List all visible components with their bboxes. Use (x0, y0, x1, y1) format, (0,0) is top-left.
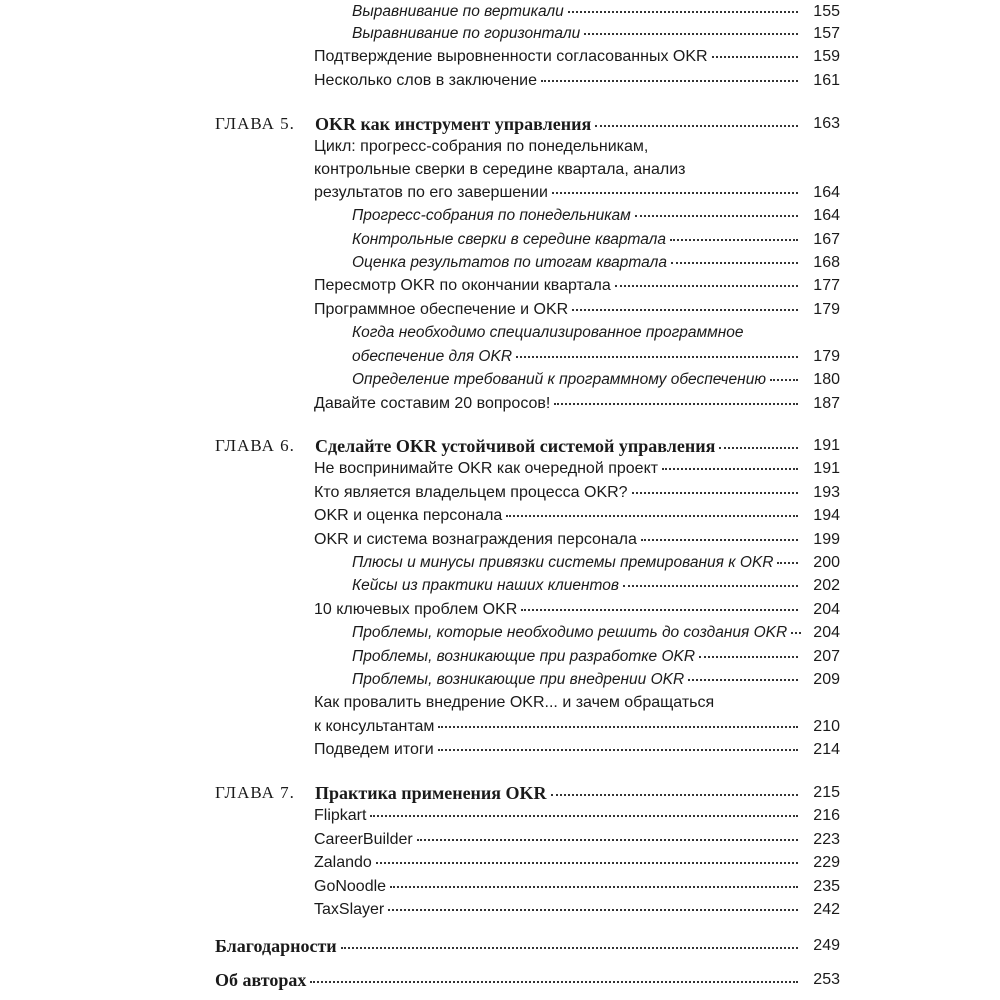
entry-title-line: Когда необходимо специализированное программное (352, 324, 744, 341)
toc-entry (0, 0, 1000, 24)
dot-leader (516, 355, 798, 358)
dot-leader (552, 191, 798, 194)
page-number: 204 (813, 601, 840, 618)
toc-entry (0, 851, 1000, 875)
page-number: 159 (813, 48, 840, 65)
dot-leader (541, 79, 798, 82)
entry-title: Проблемы, возникающие при внедрении OKR (352, 671, 685, 688)
toc-entry (0, 898, 1000, 922)
entry-title: Плюсы и минусы привязки системы премирования к OKR (352, 554, 774, 571)
entry-title: результатов по его завершении (314, 184, 548, 201)
toc-entry (0, 668, 1000, 692)
page-number: 223 (813, 831, 840, 848)
entry-title: Несколько слов в заключение (314, 72, 537, 89)
dot-leader (699, 655, 798, 658)
dot-leader (635, 214, 798, 217)
page-number: 249 (813, 937, 840, 954)
chapter-heading (0, 112, 1000, 136)
page-number: 210 (813, 718, 840, 735)
entry-title-line: контрольные сверки в середине квартала, анализ (314, 161, 686, 178)
page-number: 164 (813, 184, 840, 201)
entry-title: OKR и система вознаграждения персонала (314, 531, 637, 548)
toc-entry (0, 645, 1000, 669)
page-number: 161 (813, 72, 840, 89)
dot-leader (641, 538, 798, 541)
toc-entry (0, 828, 1000, 852)
chapter-heading (0, 434, 1000, 458)
page-number: 209 (813, 671, 840, 688)
dot-leader (670, 238, 798, 241)
entry-title: Кейсы из практики наших клиентов (352, 577, 619, 594)
dot-leader (568, 10, 798, 13)
chapter-title: OKR как инструмент управления (315, 114, 592, 134)
toc-entry (0, 551, 1000, 575)
page-number: 199 (813, 531, 840, 548)
dot-leader (310, 980, 798, 983)
entry-title: Не воспринимайте OKR как очередной проект (314, 460, 659, 477)
page-number: 187 (813, 395, 840, 412)
page-number: 179 (813, 348, 840, 365)
chapter-heading (0, 781, 1000, 805)
entry-title: Проблемы, возникающие при разработке OKR (352, 648, 696, 665)
page-number: 191 (813, 460, 840, 477)
toc-entry (0, 504, 1000, 528)
dot-leader (521, 608, 798, 611)
entry-title: CareerBuilder (314, 831, 413, 848)
toc-back-matter-entry (0, 968, 1000, 992)
page-number: 253 (813, 971, 840, 988)
dot-leader (770, 378, 798, 381)
toc-entry (0, 181, 1000, 205)
toc-entry (0, 204, 1000, 228)
page-number: 216 (813, 807, 840, 824)
entry-title: Подтверждение выровненности согласованных OKR (314, 48, 708, 65)
page-number: 194 (813, 507, 840, 524)
page-number: 167 (813, 231, 840, 248)
entry-title: Zalando (314, 854, 372, 871)
entry-title: обеспечение для OKR (352, 348, 513, 365)
toc-entry (0, 528, 1000, 552)
dot-leader (376, 861, 798, 864)
page-number: 155 (813, 3, 840, 20)
toc-entry (0, 481, 1000, 505)
dot-leader (712, 55, 798, 58)
dot-leader (554, 402, 798, 405)
back-matter-title: Об авторах (215, 970, 307, 990)
entry-title: TaxSlayer (314, 901, 385, 918)
page-number: 180 (813, 371, 840, 388)
entry-title: Кто является владельцем процесса OKR? (314, 484, 628, 501)
dot-leader (719, 446, 798, 449)
dot-leader (438, 725, 798, 728)
page-number: 229 (813, 854, 840, 871)
page-number: 214 (813, 741, 840, 758)
toc-entry (0, 228, 1000, 252)
toc-entry (0, 875, 1000, 899)
dot-leader (791, 631, 801, 634)
entry-title: Flipkart (314, 807, 367, 824)
entry-title: Прогресс-собрания по понедельникам (352, 207, 631, 224)
page-number: 164 (813, 207, 840, 224)
page-number: 157 (813, 25, 840, 42)
dot-leader (595, 124, 798, 127)
dot-leader (388, 908, 798, 911)
entry-title: Выравнивание по вертикали (352, 3, 564, 20)
dot-leader (417, 838, 798, 841)
page-number: 242 (813, 901, 840, 918)
dot-leader (662, 467, 798, 470)
entry-title: OKR и оценка персонала (314, 507, 503, 524)
page-number: 179 (813, 301, 840, 318)
chapter-label: ГЛАВА 5. (215, 114, 295, 133)
dot-leader (370, 814, 798, 817)
dot-leader (438, 748, 798, 751)
dot-leader (506, 514, 798, 517)
toc-entry (0, 345, 1000, 369)
entry-title: Программное обеспечение и OKR (314, 301, 569, 318)
entry-title: Давайте составим 20 вопросов! (314, 395, 551, 412)
page-number: 215 (813, 784, 840, 801)
toc-entry (0, 392, 1000, 416)
dot-leader (777, 561, 798, 564)
dot-leader (572, 308, 798, 311)
toc-entry (0, 574, 1000, 598)
dot-leader (688, 678, 798, 681)
toc-entry (0, 738, 1000, 762)
page-number: 193 (813, 484, 840, 501)
entry-title: Оценка результатов по итогам квартала (352, 254, 667, 271)
page-number: 202 (813, 577, 840, 594)
toc-entry (0, 804, 1000, 828)
dot-leader (632, 491, 798, 494)
page-number: 163 (813, 115, 840, 132)
chapter-label: ГЛАВА 7. (215, 783, 295, 802)
toc-entry (0, 368, 1000, 392)
page-number: 204 (813, 624, 840, 641)
toc-entry (0, 274, 1000, 298)
toc-entry (0, 715, 1000, 739)
toc-entry (0, 22, 1000, 46)
entry-title: Проблемы, которые необходимо решить до создания OKR (352, 624, 788, 641)
toc-entry (0, 251, 1000, 275)
entry-title-line: Как провалить внедрение OKR... и зачем обращаться (314, 694, 715, 711)
page-number: 200 (813, 554, 840, 571)
page-number: 207 (813, 648, 840, 665)
dot-leader (615, 284, 798, 287)
page-number: 177 (813, 277, 840, 294)
dot-leader (551, 793, 798, 796)
entry-title: Пересмотр OKR по окончании квартала (314, 277, 611, 294)
page-number: 235 (813, 878, 840, 895)
dot-leader (623, 584, 798, 587)
entry-title: Контрольные сверки в середине квартала (352, 231, 666, 248)
chapter-label: ГЛАВА 6. (215, 436, 295, 455)
page-number: 168 (813, 254, 840, 271)
toc-entry (0, 298, 1000, 322)
toc-entry (0, 621, 1000, 645)
entry-title: Определение требований к программному обеспечению (352, 371, 766, 388)
entry-title: 10 ключевых проблем OKR (314, 601, 518, 618)
page-number: 191 (813, 437, 840, 454)
toc-entry (0, 457, 1000, 481)
toc-back-matter-entry (0, 934, 1000, 958)
dot-leader (584, 32, 798, 35)
entry-title: Выравнивание по горизонтали (352, 25, 581, 42)
toc-entry (0, 45, 1000, 69)
chapter-title: Практика применения OKR (315, 783, 547, 803)
dot-leader (671, 261, 798, 264)
dot-leader (341, 946, 798, 949)
entry-title: GoNoodle (314, 878, 387, 895)
dot-leader (390, 885, 798, 888)
chapter-title: Сделайте OKR устойчивой системой управления (315, 436, 716, 456)
entry-title: к консультантам (314, 718, 435, 735)
entry-title-line: Цикл: прогресс-собрания по понедельникам, (314, 138, 649, 155)
toc-entry (0, 69, 1000, 93)
entry-title: Подведем итоги (314, 741, 434, 758)
toc-entry (0, 598, 1000, 622)
back-matter-title: Благодарности (215, 936, 337, 956)
